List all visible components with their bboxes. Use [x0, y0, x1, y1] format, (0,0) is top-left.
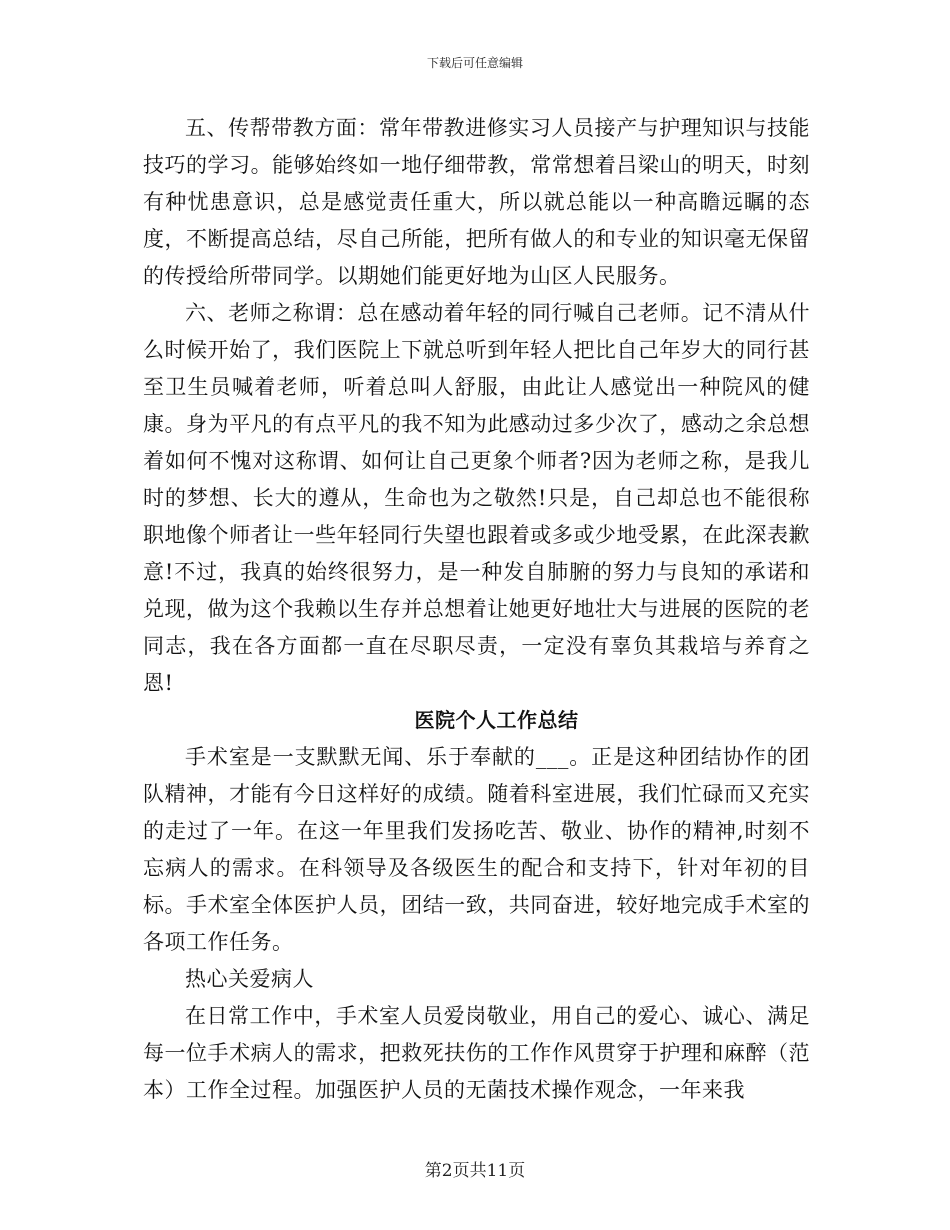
- paragraph-teaching: 五、传帮带教方面：常年带教进修实习人员接产与护理知识与技能技巧的学习。能够始终如一地仔细带教，常常想着吕梁山的明天，时刻有种忧患意识，总是感觉责任重大，所以就总能以一种高瞻远瞩的态度，不断提高总结，尽自己所能，把所有做人的和专业的知识毫无保留的传授给所带同学。以期她们能更好地为山区人民服务。: [143, 116, 810, 288]
- document-body: [143, 110, 810, 1109]
- page-footer: 第2页共11页: [424, 1161, 526, 1181]
- page-header: 下载后可任意编辑: [426, 56, 523, 70]
- paragraph-subheading: 热心关爱病人: [185, 967, 314, 991]
- paragraph-daily-work: 在日常工作中，手术室人员爱岗敬业，用自己的爱心、诚心、满足每一位手术病人的需求，把救死扶伤的工作作风贯穿于护理和麻醉（范本）工作全过程。加强医护人员的无菌技术操作观念，一年来我: [143, 1004, 810, 1102]
- paragraph-operating-room: 手术室是一支默默无闻、乐于奉献的___。正是这种团结协作的团队精神，才能有今日这样好的成绩。随着科室进展，我们忙碌而又充实的走过了一年。在这一年里我们发扬吃苦、敬业、协作的精神,时刻不忘病人的需求。在科领导及各级医生的配合和支持下，针对年初的目标。手术室全体医护人员，团结一致，共同奋进，较好地完成手术室的各项工作任务。: [143, 745, 810, 954]
- section-title: 医院个人工作总结: [414, 708, 579, 732]
- paragraph-teacher-title: 六、老师之称谓：总在感动着年轻的同行喊自己老师。记不清从什么时候开始了，我们医院上下就总听到年轻人把比自己年岁大的同行甚至卫生员喊着老师，听着总叫人舒服，由此让人感觉出一种院风的健康。身为平凡的有点平凡的我不知为此感动过多少次了，感动之余总想着如何不愧对这称谓、如何让自己更象个师者?因为老师之称，是我儿时的梦想、长大的遵从，生命也为之敬然!只是，自己却总也不能很称职地像个师者让一些年轻同行失望也跟着或多或少地受累，在此深表歉意!不过，我真的始终很努力，是一种发自肺腑的努力与良知的承诺和兑现，做为这个我赖以生存并总想着让她更好地壮大与进展的医院的老同志，我在各方面都一直在尽职尽责，一定没有辜负其栽培与养育之恩!: [143, 301, 810, 695]
